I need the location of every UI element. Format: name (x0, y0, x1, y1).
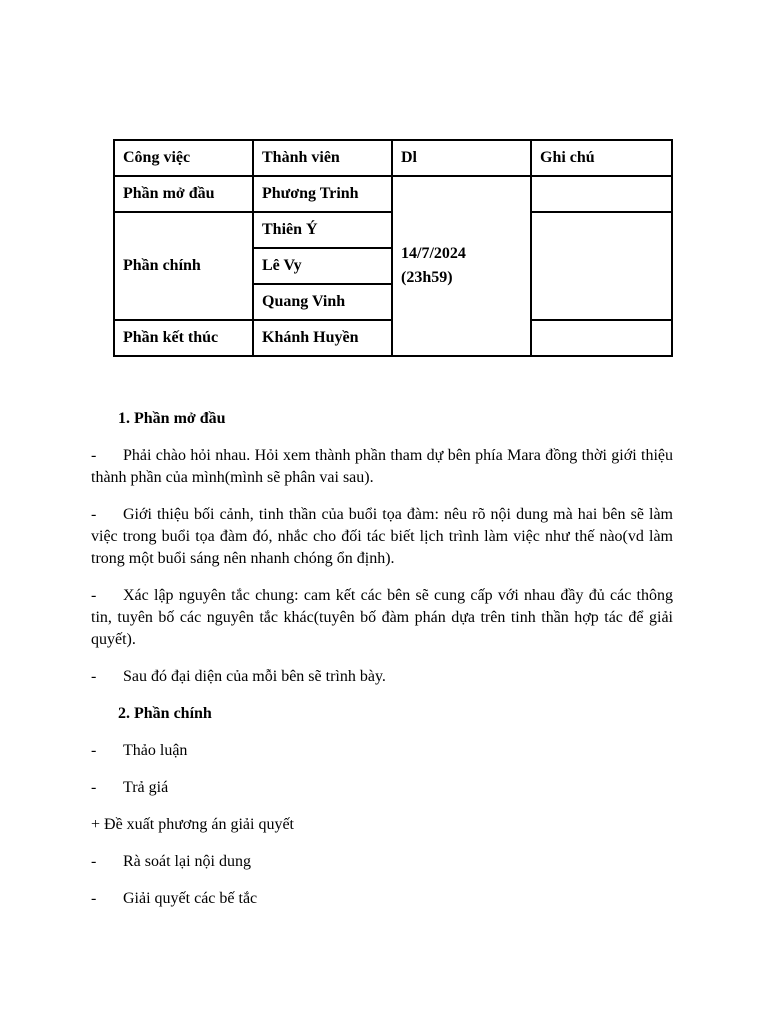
task-cell: Phần kết thúc (114, 320, 253, 356)
member-cell: Thiên Ý (253, 212, 392, 248)
list-item-text: Giới thiệu bối cảnh, tinh thần của buổi tọa đàm: nêu rõ nội dung mà hai bên sẽ làm việc trong buổi tọa đàm đó, nhắc cho đối tác biết lịch trình làm việc như thế nào(vd làm trong một buổi sáng nên nhanh chóng ổn định). (91, 506, 673, 567)
list-item (91, 814, 673, 836)
header-thanh-vien: Thành viên (253, 140, 392, 176)
note-cell (531, 212, 672, 320)
deadline-time: (23h59) (401, 269, 453, 286)
list-item-text: Trả giá (123, 779, 169, 796)
list-item-text: Sau đó đại diện của mỗi bên sẽ trình bày. (123, 668, 386, 685)
task-cell: Phần chính (114, 212, 253, 320)
section-2-heading: 2. Phần chính (118, 705, 212, 722)
table-row (114, 176, 672, 212)
member-cell: Lê Vy (253, 248, 392, 284)
list-item (91, 777, 673, 799)
member-cell: Quang Vinh (253, 284, 392, 320)
document-body (91, 408, 673, 925)
table-header-row (114, 140, 672, 176)
task-cell: Phần mở đầu (114, 176, 253, 212)
deadline-date: 14/7/2024 (401, 245, 466, 262)
section-1-heading: 1. Phần mở đầu (118, 410, 226, 427)
list-item (91, 666, 673, 688)
member-cell: Khánh Huyền (253, 320, 392, 356)
dash-marker: - (91, 853, 97, 870)
deadline-cell (392, 176, 531, 356)
list-item-text: + Đề xuất phương án giải quyết (91, 816, 294, 833)
list-item (91, 504, 673, 570)
list-item (91, 445, 673, 489)
task-assignment-table (113, 139, 673, 357)
list-item-text: Giải quyết các bế tắc (123, 890, 258, 907)
list-item-text: Rà soát lại nội dung (123, 853, 251, 870)
dash-marker: - (91, 447, 97, 464)
dash-marker: - (91, 742, 97, 759)
dash-marker: - (91, 506, 97, 523)
header-cong-viec: Công việc (114, 140, 253, 176)
dash-marker: - (91, 779, 97, 796)
header-ghi-chu: Ghi chú (531, 140, 672, 176)
list-item (91, 740, 673, 762)
dash-marker: - (91, 587, 97, 604)
list-item-text: Thảo luận (123, 742, 188, 759)
header-deadline: Dl (392, 140, 531, 176)
list-item (91, 888, 673, 910)
list-item (91, 851, 673, 873)
dash-marker: - (91, 668, 97, 685)
note-cell (531, 320, 672, 356)
note-cell (531, 176, 672, 212)
list-item-text: Phải chào hỏi nhau. Hỏi xem thành phần tham dự bên phía Mara đồng thời giới thiệu thành phần của mình(mình sẽ phân vai sau). (91, 447, 673, 486)
dash-marker: - (91, 890, 97, 907)
member-cell: Phương Trinh (253, 176, 392, 212)
list-item-text: Xác lập nguyên tắc chung: cam kết các bên sẽ cung cấp với nhau đầy đủ các thông tin, tuyên bố các nguyên tắc khác(tuyên bố đàm phán dựa trên tinh thần hợp tác để giải quyết). (91, 587, 673, 648)
list-item (91, 585, 673, 651)
